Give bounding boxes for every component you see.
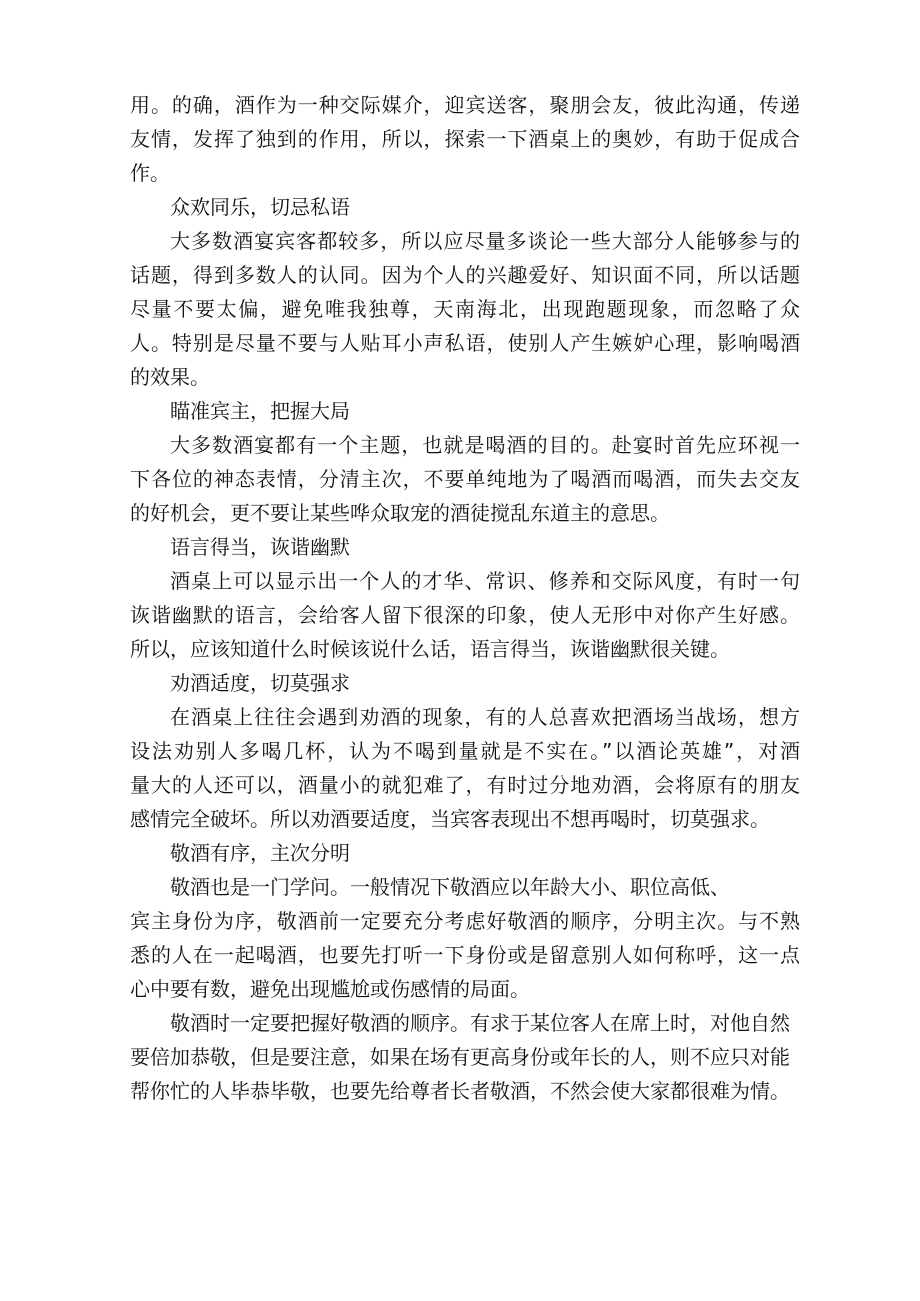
text-line: 帮你忙的人毕恭毕敬，也要先给尊者长者敬酒，不然会使大家都很难为情。 bbox=[130, 1079, 790, 1103]
text-line: 心中要有数，避免出现尴尬或伤感情的局面。 bbox=[130, 977, 530, 1001]
text-line: 作。 bbox=[130, 161, 170, 185]
text-line: 宾主身份为序，敬酒前一定要充分考虑好敬酒的顺序，分明主次。与不熟 bbox=[130, 909, 800, 933]
text-line: 大多数酒宴都有一个主题，也就是喝酒的目的。赴宴时首先应环视一 bbox=[170, 433, 800, 457]
text-line: 下各位的神态表情，分清主次，不要单纯地为了喝酒而喝酒，而失去交友 bbox=[130, 467, 800, 491]
text-line: 量大的人还可以，酒量小的就犯难了，有时过分地劝酒，会将原有的朋友 bbox=[130, 773, 800, 797]
text-line: 尽量不要太偏，避免唯我独尊，天南海北，出现跑题现象，而忽略了众 bbox=[130, 297, 800, 321]
section-heading: 敬酒有序，主次分明 bbox=[170, 841, 350, 865]
text-line: 话题，得到多数人的认同。因为个人的兴趣爱好、知识面不同，所以话题 bbox=[130, 263, 800, 287]
section-heading: 瞄准宾主，把握大局 bbox=[170, 399, 350, 423]
text-line: 悉的人在一起喝酒，也要先打听一下身份或是留意别人如何称呼，这一点 bbox=[130, 943, 800, 967]
text-line: 要倍加恭敬，但是要注意，如果在场有更高身份或年长的人，则不应只对能 bbox=[130, 1045, 790, 1069]
text-line: 用。的确，酒作为一种交际媒介，迎宾送客，聚朋会友，彼此沟通，传递 bbox=[130, 93, 800, 117]
text-line: 诙谐幽默的语言，会给客人留下很深的印象，使人无形中对你产生好感。 bbox=[130, 603, 800, 627]
text-line: 感情完全破坏。所以劝酒要适度，当宾客表现出不想再喝时，切莫强求。 bbox=[130, 807, 770, 831]
text-line: 的好机会，更不要让某些哗众取宠的酒徒搅乱东道主的意思。 bbox=[130, 501, 670, 525]
document-body bbox=[130, 88, 800, 1108]
text-line: 友情，发挥了独到的作用，所以，探索一下酒桌上的奥妙，有助于促成合 bbox=[130, 127, 800, 151]
text-line: 的效果。 bbox=[130, 365, 210, 389]
text-line: 设法劝别人多喝几杯，认为不喝到量就是不实在。”以酒论英雄”，对酒 bbox=[130, 739, 800, 763]
text-line: 敬酒时一定要把握好敬酒的顺序。有求于某位客人在席上时，对他自然 bbox=[170, 1011, 790, 1035]
text-line: 敬酒也是一门学问。一般情况下敬酒应以年龄大小、职位高低、 bbox=[170, 875, 730, 899]
text-line: 所以，应该知道什么时候该说什么话，语言得当，诙谐幽默很关键。 bbox=[130, 637, 730, 661]
section-heading: 众欢同乐，切忌私语 bbox=[170, 195, 350, 219]
text-line: 在酒桌上往往会遇到劝酒的现象，有的人总喜欢把酒场当战场，想方 bbox=[170, 705, 800, 729]
text-line: 酒桌上可以显示出一个人的才华、常识、修养和交际风度，有时一句 bbox=[170, 569, 800, 593]
text-line: 人。特别是尽量不要与人贴耳小声私语，使别人产生嫉妒心理，影响喝酒 bbox=[130, 331, 800, 355]
text-line: 大多数酒宴宾客都较多，所以应尽量多谈论一些大部分人能够参与的 bbox=[170, 229, 800, 253]
section-heading: 劝酒适度，切莫强求 bbox=[170, 671, 350, 695]
section-heading: 语言得当，诙谐幽默 bbox=[170, 535, 350, 559]
